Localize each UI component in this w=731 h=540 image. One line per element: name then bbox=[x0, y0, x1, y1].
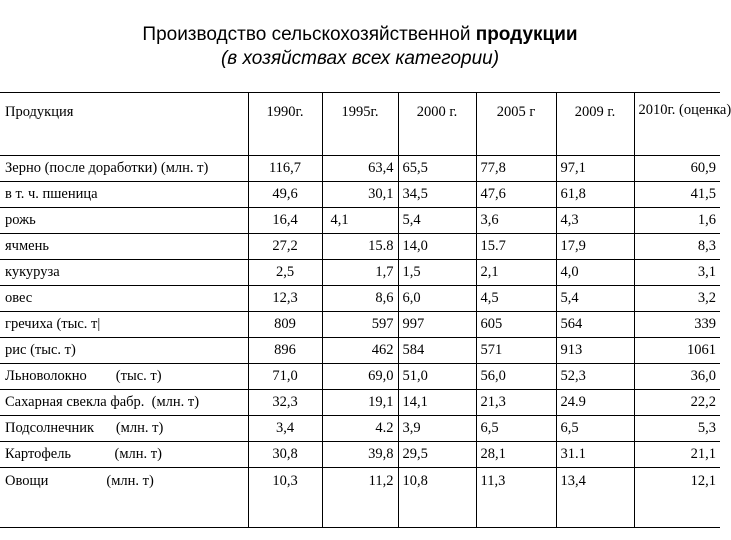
cell-product: Сахарная свекла фабр. (млн. т) bbox=[0, 390, 248, 416]
cell-2005: 56,0 bbox=[476, 364, 556, 390]
cell-2010: 60,9 bbox=[634, 156, 720, 182]
header-2010: 2010г. (оценка) bbox=[634, 93, 720, 156]
cell-1995: 63,4 bbox=[322, 156, 398, 182]
cell-2005: 4,5 bbox=[476, 286, 556, 312]
cell-2000: 1,5 bbox=[398, 260, 476, 286]
cell-2009: 24.9 bbox=[556, 390, 634, 416]
cell-2000: 997 bbox=[398, 312, 476, 338]
table-row bbox=[0, 260, 720, 286]
header-1990: 1990г. bbox=[248, 93, 322, 156]
cell-2009: 13,4 bbox=[556, 468, 634, 528]
cell-2000: 14,1 bbox=[398, 390, 476, 416]
header-2009: 2009 г. bbox=[556, 93, 634, 156]
cell-2005: 571 bbox=[476, 338, 556, 364]
table-row bbox=[0, 182, 720, 208]
cell-1990: 10,3 bbox=[248, 468, 322, 528]
cell-2009: 97,1 bbox=[556, 156, 634, 182]
table-row bbox=[0, 338, 720, 364]
header-2005: 2005 г bbox=[476, 93, 556, 156]
cell-2000: 584 bbox=[398, 338, 476, 364]
cell-2010: 339 bbox=[634, 312, 720, 338]
cell-2000: 3,9 bbox=[398, 416, 476, 442]
table-row bbox=[0, 312, 720, 338]
cell-1990: 71,0 bbox=[248, 364, 322, 390]
cell-2009: 5,4 bbox=[556, 286, 634, 312]
title-bold-word: продукции bbox=[475, 24, 578, 45]
table-row bbox=[0, 234, 720, 260]
cell-2005: 2,1 bbox=[476, 260, 556, 286]
table-row bbox=[0, 364, 720, 390]
cell-product: рис (тыс. т) bbox=[0, 338, 248, 364]
cell-2000: 51,0 bbox=[398, 364, 476, 390]
cell-1990: 896 bbox=[248, 338, 322, 364]
cell-2005: 6,5 bbox=[476, 416, 556, 442]
header-1995: 1995г. bbox=[322, 93, 398, 156]
cell-2010: 5,3 bbox=[634, 416, 720, 442]
cell-2009: 6,5 bbox=[556, 416, 634, 442]
table-row bbox=[0, 390, 720, 416]
table-row bbox=[0, 208, 720, 234]
cell-2000: 6,0 bbox=[398, 286, 476, 312]
cell-1995: 462 bbox=[322, 338, 398, 364]
cell-2009: 61,8 bbox=[556, 182, 634, 208]
cell-1995: 69,0 bbox=[322, 364, 398, 390]
cell-1990: 30,8 bbox=[248, 442, 322, 468]
cell-1990: 2,5 bbox=[248, 260, 322, 286]
cell-2005: 605 bbox=[476, 312, 556, 338]
cell-1990: 12,3 bbox=[248, 286, 322, 312]
header-2000: 2000 г. bbox=[398, 93, 476, 156]
cell-product: Подсолнечник (млн. т) bbox=[0, 416, 248, 442]
cell-2005: 77,8 bbox=[476, 156, 556, 182]
cell-2005: 15.7 bbox=[476, 234, 556, 260]
cell-1990: 27,2 bbox=[248, 234, 322, 260]
table-row bbox=[0, 286, 720, 312]
cell-2009: 913 bbox=[556, 338, 634, 364]
cell-1990: 32,3 bbox=[248, 390, 322, 416]
cell-2005: 28,1 bbox=[476, 442, 556, 468]
cell-2005: 21,3 bbox=[476, 390, 556, 416]
table-row bbox=[0, 156, 720, 182]
cell-2010: 3,2 bbox=[634, 286, 720, 312]
production-table bbox=[0, 92, 731, 528]
cell-product: ячмень bbox=[0, 234, 248, 260]
cell-1995: 19,1 bbox=[322, 390, 398, 416]
cell-2010: 1061 bbox=[634, 338, 720, 364]
cell-1995: 597 bbox=[322, 312, 398, 338]
cell-product: рожь bbox=[0, 208, 248, 234]
cell-1990: 116,7 bbox=[248, 156, 322, 182]
cell-2010: 1,6 bbox=[634, 208, 720, 234]
page-subtitle: (в хозяйствах всех категории) bbox=[220, 48, 500, 69]
cell-1995: 39,8 bbox=[322, 442, 398, 468]
cell-2005: 11,3 bbox=[476, 468, 556, 528]
table-row bbox=[0, 416, 720, 442]
cell-2009: 52,3 bbox=[556, 364, 634, 390]
cell-2000: 5,4 bbox=[398, 208, 476, 234]
table-header-row bbox=[0, 93, 720, 156]
cell-2000: 34,5 bbox=[398, 182, 476, 208]
cell-product: в т. ч. пшеница bbox=[0, 182, 248, 208]
table-row bbox=[0, 442, 720, 468]
cell-product: гречиха (тыс. т| bbox=[0, 312, 248, 338]
cell-2010: 41,5 bbox=[634, 182, 720, 208]
cell-1990: 3,4 bbox=[248, 416, 322, 442]
cell-product: овес bbox=[0, 286, 248, 312]
cell-2005: 47,6 bbox=[476, 182, 556, 208]
cell-2010: 21,1 bbox=[634, 442, 720, 468]
cell-2010: 36,0 bbox=[634, 364, 720, 390]
cell-1995: 11,2 bbox=[322, 468, 398, 528]
cell-2010: 8,3 bbox=[634, 234, 720, 260]
cell-2010: 12,1 bbox=[634, 468, 720, 528]
cell-1995: 30,1 bbox=[322, 182, 398, 208]
title-text: Производство сельскохозяйственной bbox=[142, 24, 476, 45]
cell-1995: 4.2 bbox=[322, 416, 398, 442]
cell-1995: 1,7 bbox=[322, 260, 398, 286]
cell-2010: 3,1 bbox=[634, 260, 720, 286]
cell-2010: 22,2 bbox=[634, 390, 720, 416]
cell-1990: 809 bbox=[248, 312, 322, 338]
cell-1990: 49,6 bbox=[248, 182, 322, 208]
cell-2000: 10,8 bbox=[398, 468, 476, 528]
cell-2005: 3,6 bbox=[476, 208, 556, 234]
cell-1995: 8,6 bbox=[322, 286, 398, 312]
cell-2000: 29,5 bbox=[398, 442, 476, 468]
cell-product: Льноволокно (тыс. т) bbox=[0, 364, 248, 390]
page-title bbox=[0, 24, 720, 46]
table-row bbox=[0, 468, 720, 528]
cell-2009: 31.1 bbox=[556, 442, 634, 468]
cell-1990: 16,4 bbox=[248, 208, 322, 234]
cell-2009: 17,9 bbox=[556, 234, 634, 260]
cell-product: кукуруза bbox=[0, 260, 248, 286]
cell-1995: 15.8 bbox=[322, 234, 398, 260]
cell-2009: 564 bbox=[556, 312, 634, 338]
cell-2000: 14,0 bbox=[398, 234, 476, 260]
cell-product: Картофель (млн. т) bbox=[0, 442, 248, 468]
cell-product: Зерно (после доработки) (млн. т) bbox=[0, 156, 248, 182]
cell-2009: 4,3 bbox=[556, 208, 634, 234]
cell-2000: 65,5 bbox=[398, 156, 476, 182]
cell-product: Овощи (млн. т) bbox=[0, 468, 248, 528]
cell-2009: 4,0 bbox=[556, 260, 634, 286]
cell-1995: 4,1 bbox=[322, 208, 398, 234]
header-product: Продукция bbox=[0, 93, 248, 156]
